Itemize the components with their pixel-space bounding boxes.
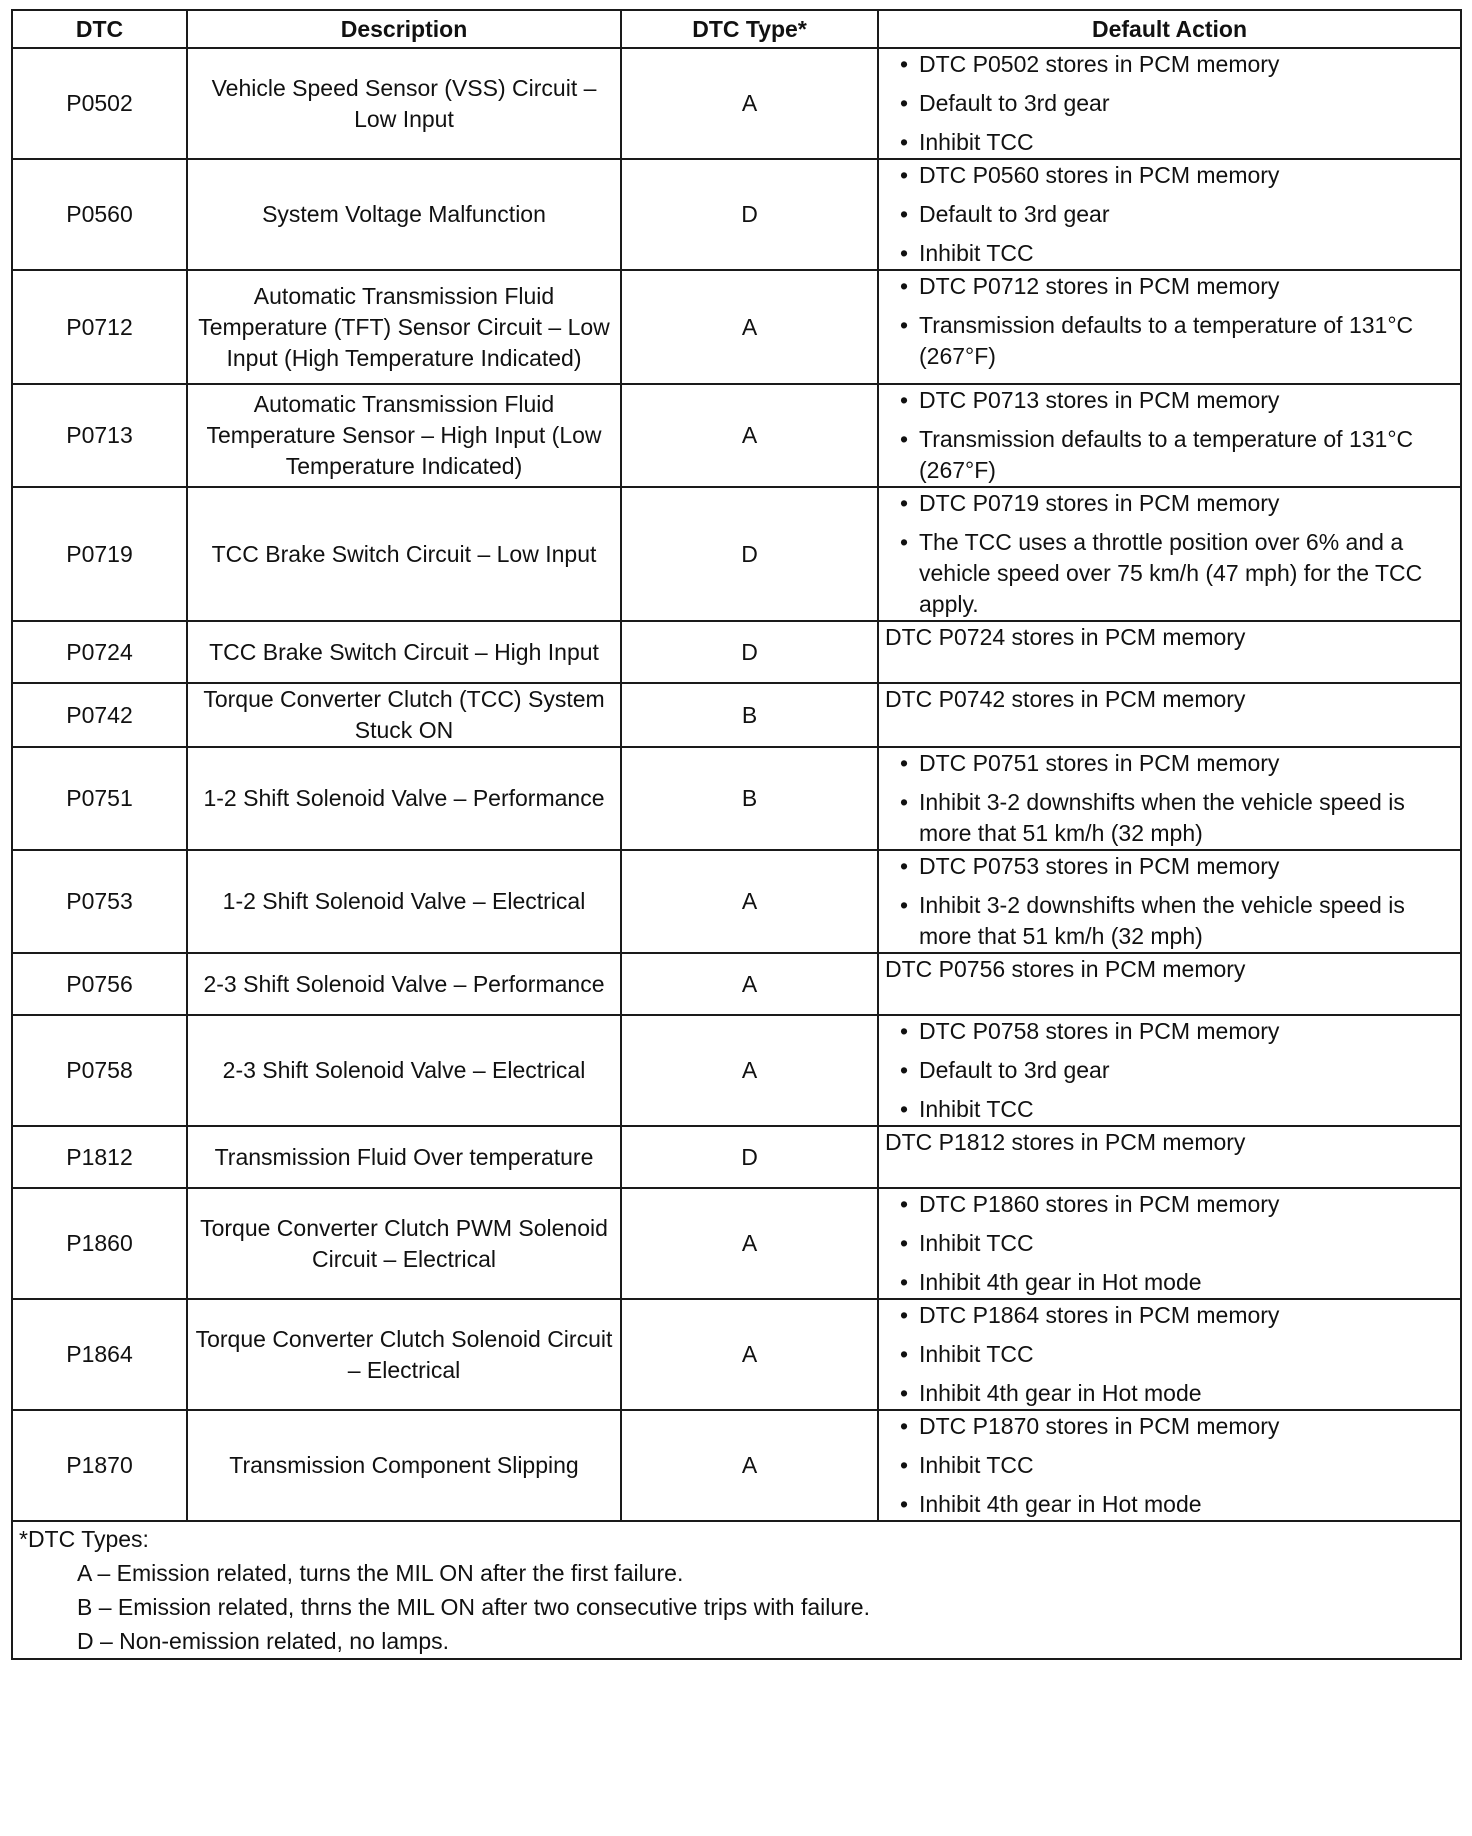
dtc-code-cell: P1870 <box>12 1410 187 1521</box>
default-action-cell <box>878 1188 1461 1299</box>
dtc-description-cell: 2-3 Shift Solenoid Valve – Performance <box>187 953 621 1015</box>
dtc-type-cell: A <box>621 270 878 384</box>
default-action-cell <box>878 1299 1461 1410</box>
dtc-type-cell: D <box>621 621 878 683</box>
action-text: DTC P0753 stores in PCM memory <box>919 853 1280 879</box>
header-description: Description <box>187 10 621 48</box>
bullet-icon: • <box>899 1413 909 1439</box>
footnote-row <box>12 1521 1461 1659</box>
dtc-code-cell: P0724 <box>12 621 187 683</box>
dtc-type-cell: A <box>621 1299 878 1410</box>
table-row <box>12 159 1461 270</box>
action-item <box>885 1489 1454 1520</box>
action-item <box>885 127 1454 158</box>
dtc-description-cell: 2-3 Shift Solenoid Valve – Electrical <box>187 1015 621 1126</box>
action-item <box>885 424 1454 486</box>
dtc-code-cell: P1864 <box>12 1299 187 1410</box>
action-item <box>885 787 1454 849</box>
bullet-icon: • <box>899 129 909 155</box>
bullet-icon: • <box>899 892 909 918</box>
dtc-type-cell: D <box>621 1126 878 1188</box>
action-text: Transmission defaults to a temperature of 131°C (267°F) <box>919 312 1414 369</box>
action-list <box>885 851 1454 952</box>
table-row <box>12 1188 1461 1299</box>
dtc-code-cell: P0742 <box>12 683 187 747</box>
default-action-cell <box>878 48 1461 159</box>
action-list <box>885 748 1454 849</box>
bullet-icon: • <box>899 51 909 77</box>
action-item <box>885 1411 1454 1442</box>
dtc-code-cell: P1860 <box>12 1188 187 1299</box>
action-text: Inhibit TCC <box>919 1341 1034 1367</box>
action-text: Inhibit TCC <box>919 1230 1034 1256</box>
bullet-icon: • <box>899 1096 909 1122</box>
action-text: DTC P1860 stores in PCM memory <box>919 1191 1280 1217</box>
action-item <box>885 890 1454 952</box>
dtc-type-cell: B <box>621 747 878 850</box>
dtc-type-cell: B <box>621 683 878 747</box>
bullet-icon: • <box>899 789 909 815</box>
action-item <box>885 310 1454 372</box>
bullet-icon: • <box>899 490 909 516</box>
dtc-code-cell: P0719 <box>12 487 187 621</box>
bullet-icon: • <box>899 387 909 413</box>
table-row <box>12 621 1461 683</box>
dtc-description-cell: System Voltage Malfunction <box>187 159 621 270</box>
table-row <box>12 384 1461 487</box>
action-item <box>885 1094 1454 1125</box>
dtc-description-cell: Torque Converter Clutch Solenoid Circuit – Electrical <box>187 1299 621 1410</box>
action-item <box>885 851 1454 882</box>
dtc-type-cell: A <box>621 1188 878 1299</box>
action-list <box>885 1189 1454 1298</box>
bullet-icon: • <box>899 273 909 299</box>
dtc-type-cell: A <box>621 953 878 1015</box>
action-list <box>885 1016 1454 1125</box>
table-row <box>12 850 1461 953</box>
dtc-code-cell: P0751 <box>12 747 187 850</box>
default-action-cell <box>878 1410 1461 1521</box>
default-action-cell <box>878 747 1461 850</box>
bullet-icon: • <box>899 1230 909 1256</box>
dtc-description-cell: Transmission Component Slipping <box>187 1410 621 1521</box>
table-row <box>12 487 1461 621</box>
bullet-icon: • <box>899 312 909 338</box>
bullet-icon: • <box>899 201 909 227</box>
action-text: DTC P0758 stores in PCM memory <box>919 1018 1280 1044</box>
header-dtc: DTC <box>12 10 187 48</box>
bullet-icon: • <box>899 750 909 776</box>
dtc-type-cell: A <box>621 850 878 953</box>
dtc-description-cell: 1-2 Shift Solenoid Valve – Performance <box>187 747 621 850</box>
action-text: Inhibit TCC <box>919 129 1034 155</box>
action-item <box>885 1016 1454 1047</box>
action-text: Default to 3rd gear <box>919 201 1110 227</box>
action-text: DTC P1812 stores in PCM memory <box>885 1129 1246 1155</box>
action-item <box>885 49 1454 80</box>
table-row <box>12 1299 1461 1410</box>
dtc-code-cell: P0502 <box>12 48 187 159</box>
dtc-description-cell: TCC Brake Switch Circuit – Low Input <box>187 487 621 621</box>
bullet-icon: • <box>899 1380 909 1406</box>
table-row <box>12 747 1461 850</box>
action-item <box>885 488 1454 519</box>
action-item <box>885 1228 1454 1259</box>
default-action-cell <box>878 683 1461 747</box>
dtc-code-cell: P0756 <box>12 953 187 1015</box>
action-item <box>885 1378 1454 1409</box>
action-text: DTC P0560 stores in PCM memory <box>919 162 1280 188</box>
dtc-type-cell: A <box>621 1015 878 1126</box>
dtc-type-cell: D <box>621 487 878 621</box>
default-action-cell <box>878 384 1461 487</box>
action-list <box>885 1300 1454 1409</box>
dtc-description-cell: 1-2 Shift Solenoid Valve – Electrical <box>187 850 621 953</box>
dtc-type-cell: A <box>621 1410 878 1521</box>
action-list <box>885 385 1454 486</box>
table-row <box>12 1410 1461 1521</box>
action-list <box>885 271 1454 372</box>
dtc-description-cell: Torque Converter Clutch PWM Solenoid Circuit – Electrical <box>187 1188 621 1299</box>
action-list <box>885 160 1454 269</box>
action-item <box>885 88 1454 119</box>
action-text: Inhibit 4th gear in Hot mode <box>919 1380 1202 1406</box>
dtc-description-cell: Automatic Transmission Fluid Temperature Sensor – High Input (Low Temperature Indicated) <box>187 384 621 487</box>
bullet-icon: • <box>899 1452 909 1478</box>
bullet-icon: • <box>899 1191 909 1217</box>
footnote-type-d: D – Non-emission related, no lamps. <box>77 1628 449 1654</box>
action-item <box>885 1450 1454 1481</box>
action-text: DTC P0502 stores in PCM memory <box>919 51 1280 77</box>
action-text: DTC P0742 stores in PCM memory <box>885 686 1246 712</box>
table-row <box>12 953 1461 1015</box>
dtc-description-cell: Vehicle Speed Sensor (VSS) Circuit – Low Input <box>187 48 621 159</box>
action-list <box>885 49 1454 158</box>
action-item <box>885 1189 1454 1220</box>
action-item <box>885 1300 1454 1331</box>
action-item <box>885 199 1454 230</box>
dtc-code-cell: P0713 <box>12 384 187 487</box>
action-list <box>885 1411 1454 1520</box>
default-action-cell <box>878 850 1461 953</box>
bullet-icon: • <box>899 1341 909 1367</box>
bullet-icon: • <box>899 1302 909 1328</box>
action-text: Inhibit TCC <box>919 1452 1034 1478</box>
action-item <box>885 238 1454 269</box>
action-text: Default to 3rd gear <box>919 90 1110 116</box>
bullet-icon: • <box>899 240 909 266</box>
dtc-type-cell: D <box>621 159 878 270</box>
dtc-code-cell: P0758 <box>12 1015 187 1126</box>
action-item <box>885 527 1454 620</box>
bullet-icon: • <box>899 90 909 116</box>
bullet-icon: • <box>899 1269 909 1295</box>
action-item <box>885 160 1454 191</box>
default-action-cell <box>878 1126 1461 1188</box>
action-item <box>885 1339 1454 1370</box>
default-action-cell <box>878 953 1461 1015</box>
table-body <box>12 48 1461 1521</box>
bullet-icon: • <box>899 853 909 879</box>
action-text: DTC P0751 stores in PCM memory <box>919 750 1280 776</box>
table-row <box>12 1126 1461 1188</box>
default-action-cell <box>878 270 1461 384</box>
default-action-cell <box>878 621 1461 683</box>
footnote-type-a: A – Emission related, turns the MIL ON after the first failure. <box>77 1560 684 1586</box>
action-text: DTC P0713 stores in PCM memory <box>919 387 1280 413</box>
bullet-icon: • <box>899 1018 909 1044</box>
default-action-cell <box>878 1015 1461 1126</box>
footnote-cell <box>12 1521 1461 1659</box>
action-text: Inhibit 4th gear in Hot mode <box>919 1491 1202 1517</box>
action-item <box>885 748 1454 779</box>
action-list <box>885 488 1454 620</box>
bullet-icon: • <box>899 1057 909 1083</box>
dtc-table <box>11 9 1462 1660</box>
bullet-icon: • <box>899 1491 909 1517</box>
action-text: DTC P0724 stores in PCM memory <box>885 624 1246 650</box>
action-text: Inhibit TCC <box>919 1096 1034 1122</box>
footnote-type-b: B – Emission related, thrns the MIL ON after two consecutive trips with failure. <box>77 1594 870 1620</box>
table-row <box>12 1015 1461 1126</box>
action-text: DTC P0712 stores in PCM memory <box>919 273 1280 299</box>
table-header-row <box>12 10 1461 48</box>
dtc-code-cell: P1812 <box>12 1126 187 1188</box>
dtc-description-cell: Transmission Fluid Over temperature <box>187 1126 621 1188</box>
default-action-cell <box>878 159 1461 270</box>
table-row <box>12 683 1461 747</box>
dtc-description-cell: TCC Brake Switch Circuit – High Input <box>187 621 621 683</box>
action-text: DTC P0756 stores in PCM memory <box>885 956 1246 982</box>
dtc-code-cell: P0560 <box>12 159 187 270</box>
dtc-description-cell: Automatic Transmission Fluid Temperature (TFT) Sensor Circuit – Low Input (High Temperature Indicated) <box>187 270 621 384</box>
header-default-action: Default Action <box>878 10 1461 48</box>
table-row <box>12 270 1461 384</box>
action-text: Inhibit 4th gear in Hot mode <box>919 1269 1202 1295</box>
bullet-icon: • <box>899 162 909 188</box>
action-item <box>885 1055 1454 1086</box>
action-text: Inhibit TCC <box>919 240 1034 266</box>
action-text: DTC P1864 stores in PCM memory <box>919 1302 1280 1328</box>
action-text: Inhibit 3-2 downshifts when the vehicle speed is more that 51 km/h (32 mph) <box>919 892 1405 949</box>
table-row <box>12 48 1461 159</box>
footnote-title: *DTC Types: <box>19 1526 149 1552</box>
action-text: DTC P0719 stores in PCM memory <box>919 490 1280 516</box>
default-action-cell <box>878 487 1461 621</box>
dtc-code-cell: P0712 <box>12 270 187 384</box>
dtc-type-cell: A <box>621 384 878 487</box>
action-text: Default to 3rd gear <box>919 1057 1110 1083</box>
action-text: DTC P1870 stores in PCM memory <box>919 1413 1280 1439</box>
action-text: The TCC uses a throttle position over 6% and a vehicle speed over 75 km/h (47 mph) for the TCC apply. <box>919 529 1423 617</box>
bullet-icon: • <box>899 529 909 555</box>
bullet-icon: • <box>899 426 909 452</box>
dtc-code-cell: P0753 <box>12 850 187 953</box>
header-dtc-type: DTC Type* <box>621 10 878 48</box>
action-text: Inhibit 3-2 downshifts when the vehicle speed is more that 51 km/h (32 mph) <box>919 789 1405 846</box>
action-item <box>885 1267 1454 1298</box>
action-text: Transmission defaults to a temperature of 131°C (267°F) <box>919 426 1414 483</box>
dtc-type-cell: A <box>621 48 878 159</box>
dtc-description-cell: Torque Converter Clutch (TCC) System Stuck ON <box>187 683 621 747</box>
dtc-document <box>11 9 1460 1660</box>
action-item <box>885 385 1454 416</box>
action-item <box>885 271 1454 302</box>
